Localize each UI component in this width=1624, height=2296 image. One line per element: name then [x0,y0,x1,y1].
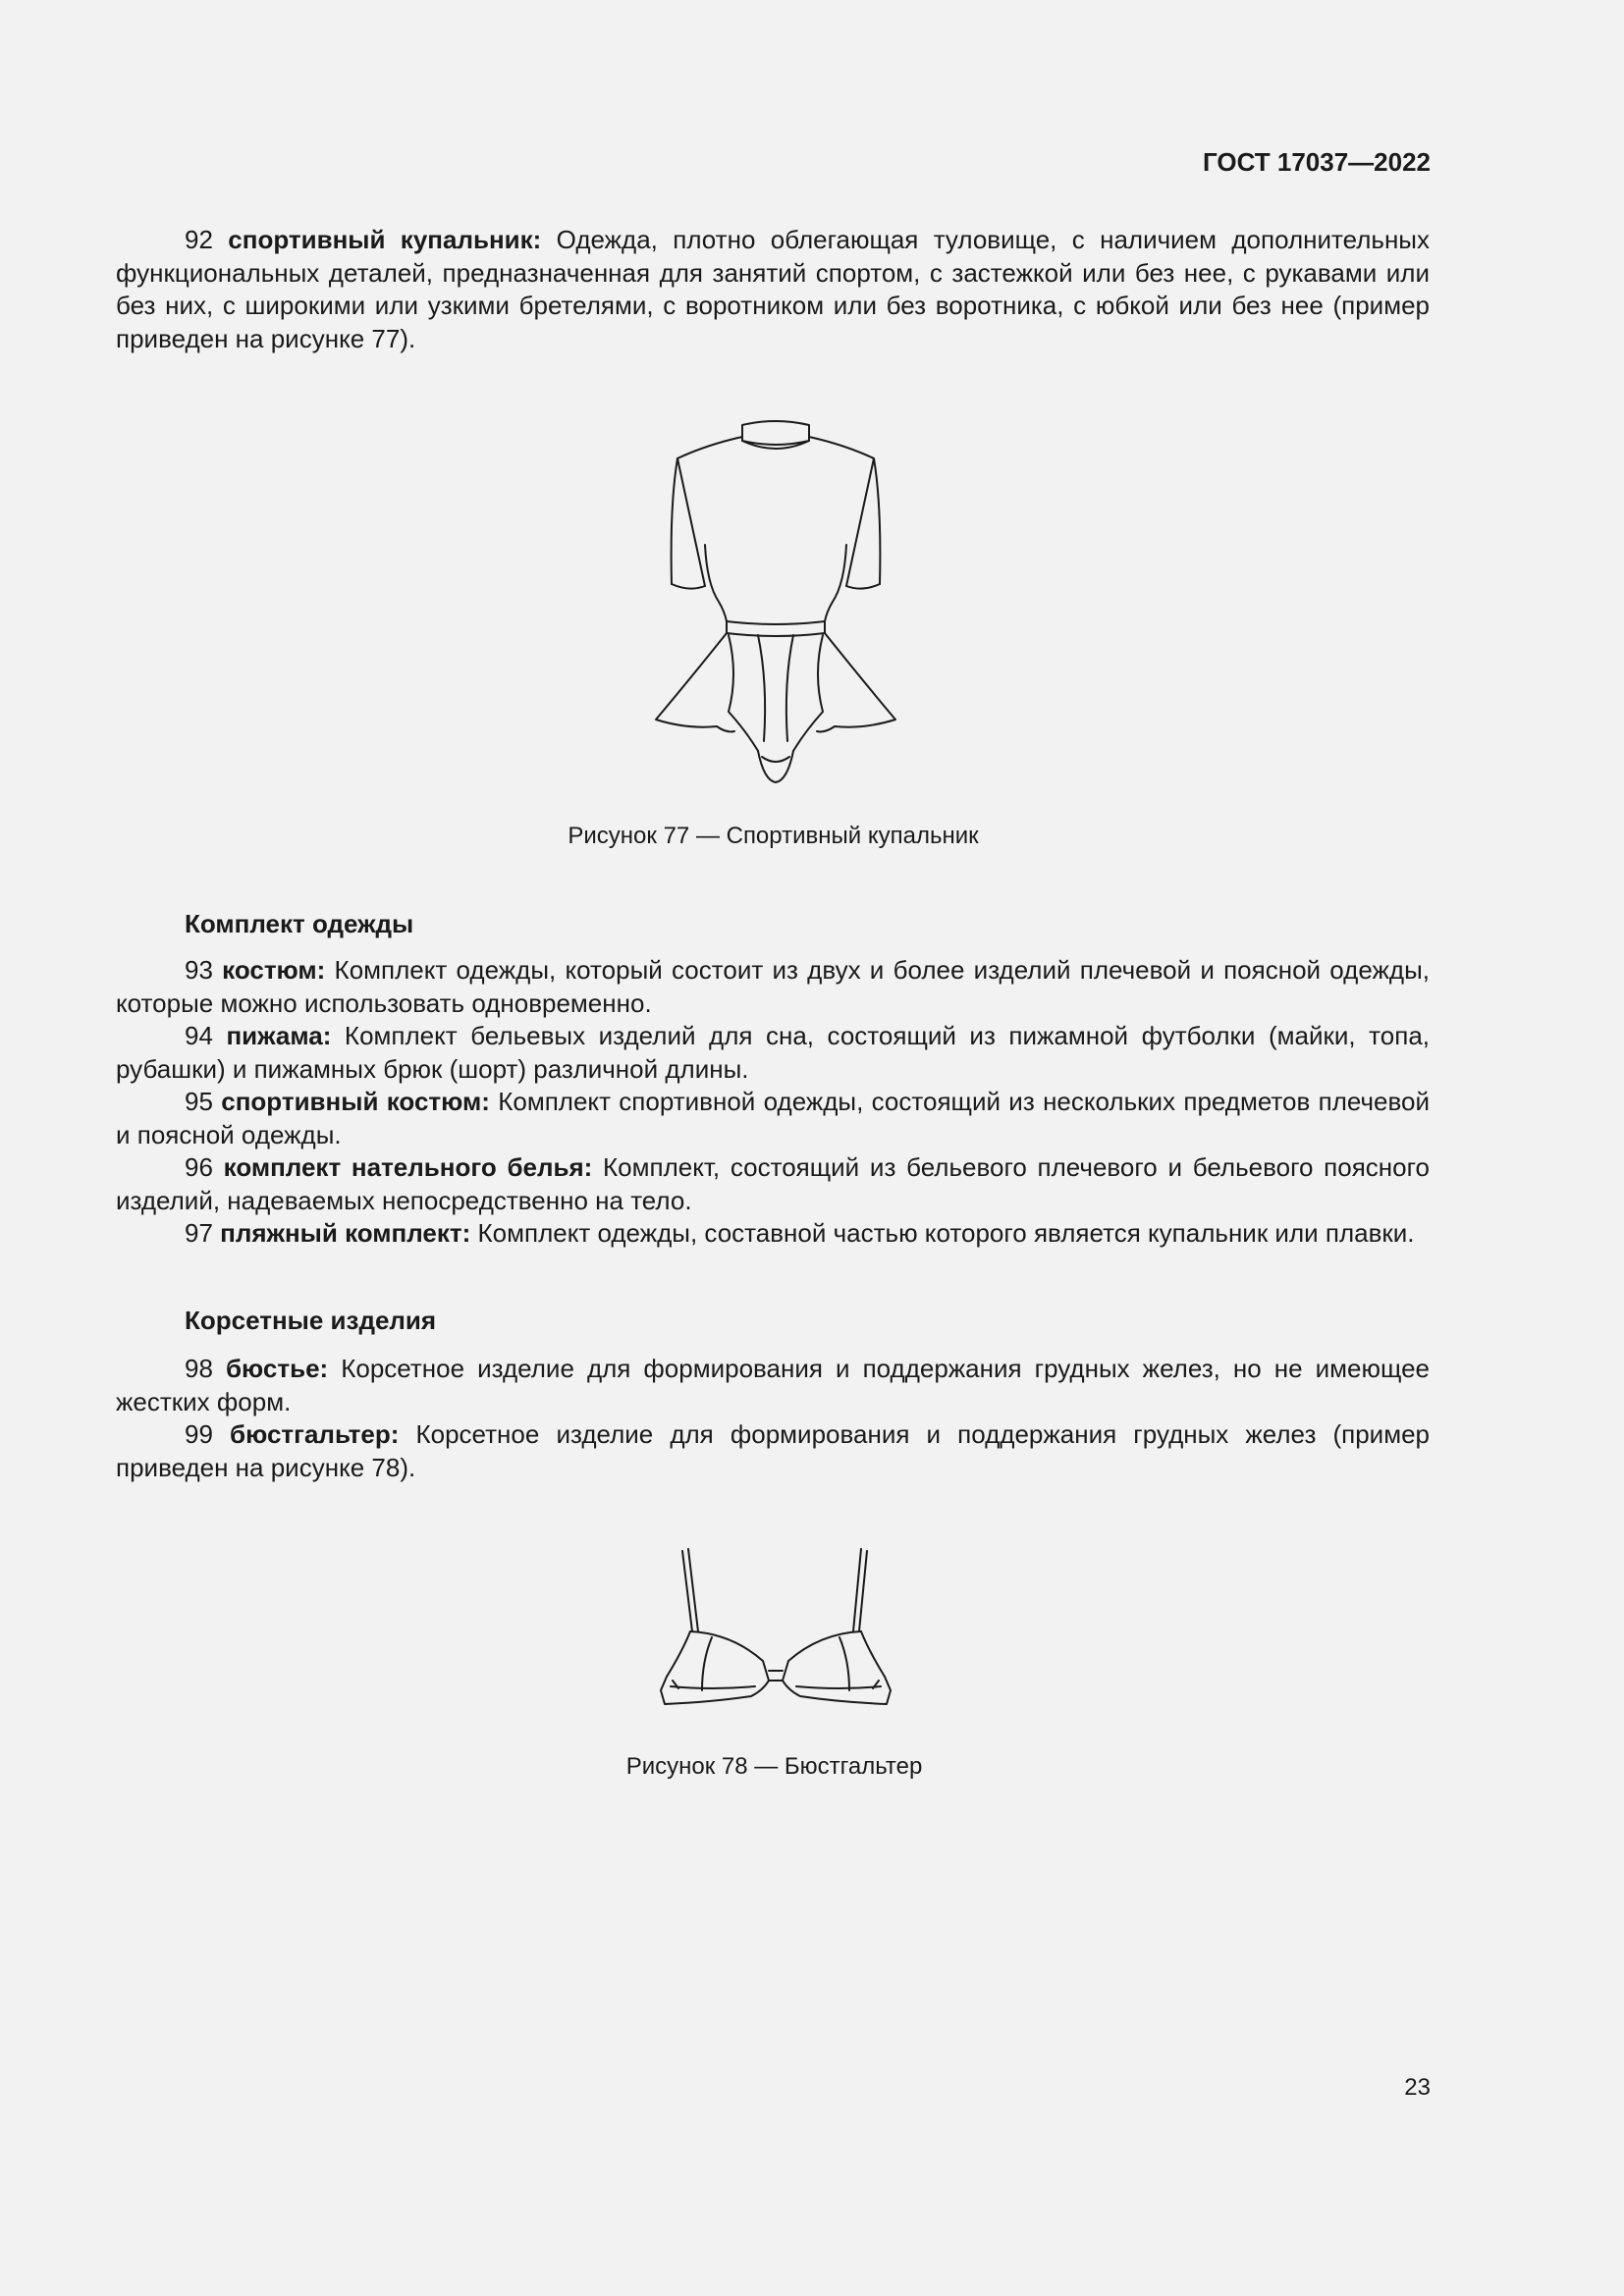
entry-96 [116,1151,1430,1217]
entry-term: бюстье: [225,1354,329,1383]
bra-illustration [653,1543,898,1710]
entry-term: пижама: [226,1021,332,1050]
entries-98-99 [116,1353,1430,1484]
entry-number: 92 [185,225,213,254]
page-number: 23 [1404,2074,1431,2101]
entry-text: Комплект одежды, который состоит из двух и более изделий плечевой и поясной одежды, которые можно использовать одновременно. [116,955,1430,1018]
entry-text: Одежда, плотно облегающая туловище, с наличием дополнительных функциональных деталей, предназначенная для занятий спортом, с застежкой или без нее, с рукавами или без них, с широкими или узкими бретелями, с воротником или без воротника, с юбкой или без нее (пример приведен на рисунке 77). [116,225,1430,353]
entry-term: костюм: [222,955,326,985]
entry-92 [116,224,1430,355]
entry-number: 99 [185,1419,213,1449]
section-heading-clothing-set: Комплект одежды [185,909,414,938]
entry-text: Комплект одежды, составной частью которого является купальник или плавки. [470,1218,1415,1248]
entry-text: Комплект, состоящий из бельевого плечевого и бельевого поясного изделий, надеваемых непосредственно на тело. [116,1152,1430,1215]
document-header: ГОСТ 17037—2022 [1203,147,1431,177]
entry-99 [116,1418,1430,1484]
entry-number: 94 [185,1021,213,1050]
entry-term: спортивный купальник: [228,225,542,254]
entry-97 [116,1217,1430,1251]
entry-94 [116,1020,1430,1086]
entry-93 [116,954,1430,1020]
entry-number: 93 [185,955,213,985]
entry-number: 96 [185,1152,213,1182]
figure-78-caption: Рисунок 78 — Бюстгальтер [625,1753,923,1780]
sport-swimsuit-illustration [648,417,903,790]
entry-number: 98 [185,1354,213,1383]
entry-text: Комплект спортивной одежды, состоящий из нескольких предметов плечевой и поясной одежды. [116,1087,1430,1149]
entry-text: Корсетное изделие для формирования и поддержания грудных желез, но не имеющее жестких форм. [116,1354,1430,1416]
entries-93-97 [116,954,1430,1251]
entry-98 [116,1353,1430,1418]
entry-term: пляжный комплект: [220,1218,471,1248]
entry-number: 97 [185,1218,213,1248]
section-heading-corset: Корсетные изделия [185,1306,437,1335]
figure-77-caption: Рисунок 77 — Спортивный купальник [568,823,979,849]
entry-number: 95 [185,1087,213,1116]
entry-term: спортивный костюм: [221,1087,490,1116]
entry-term: бюстгальтер: [230,1419,400,1449]
entry-95 [116,1086,1430,1151]
entry-term: комплект нательного белья: [223,1152,593,1182]
entry-text: Корсетное изделие для формирования и поддержания грудных желез (пример приведен на рисунке 78). [116,1419,1430,1482]
entry-text: Комплект бельевых изделий для сна, состоящий из пижамной футболки (майки, топа, рубашки) и пижамных брюк (шорт) различной длины. [116,1021,1431,1084]
